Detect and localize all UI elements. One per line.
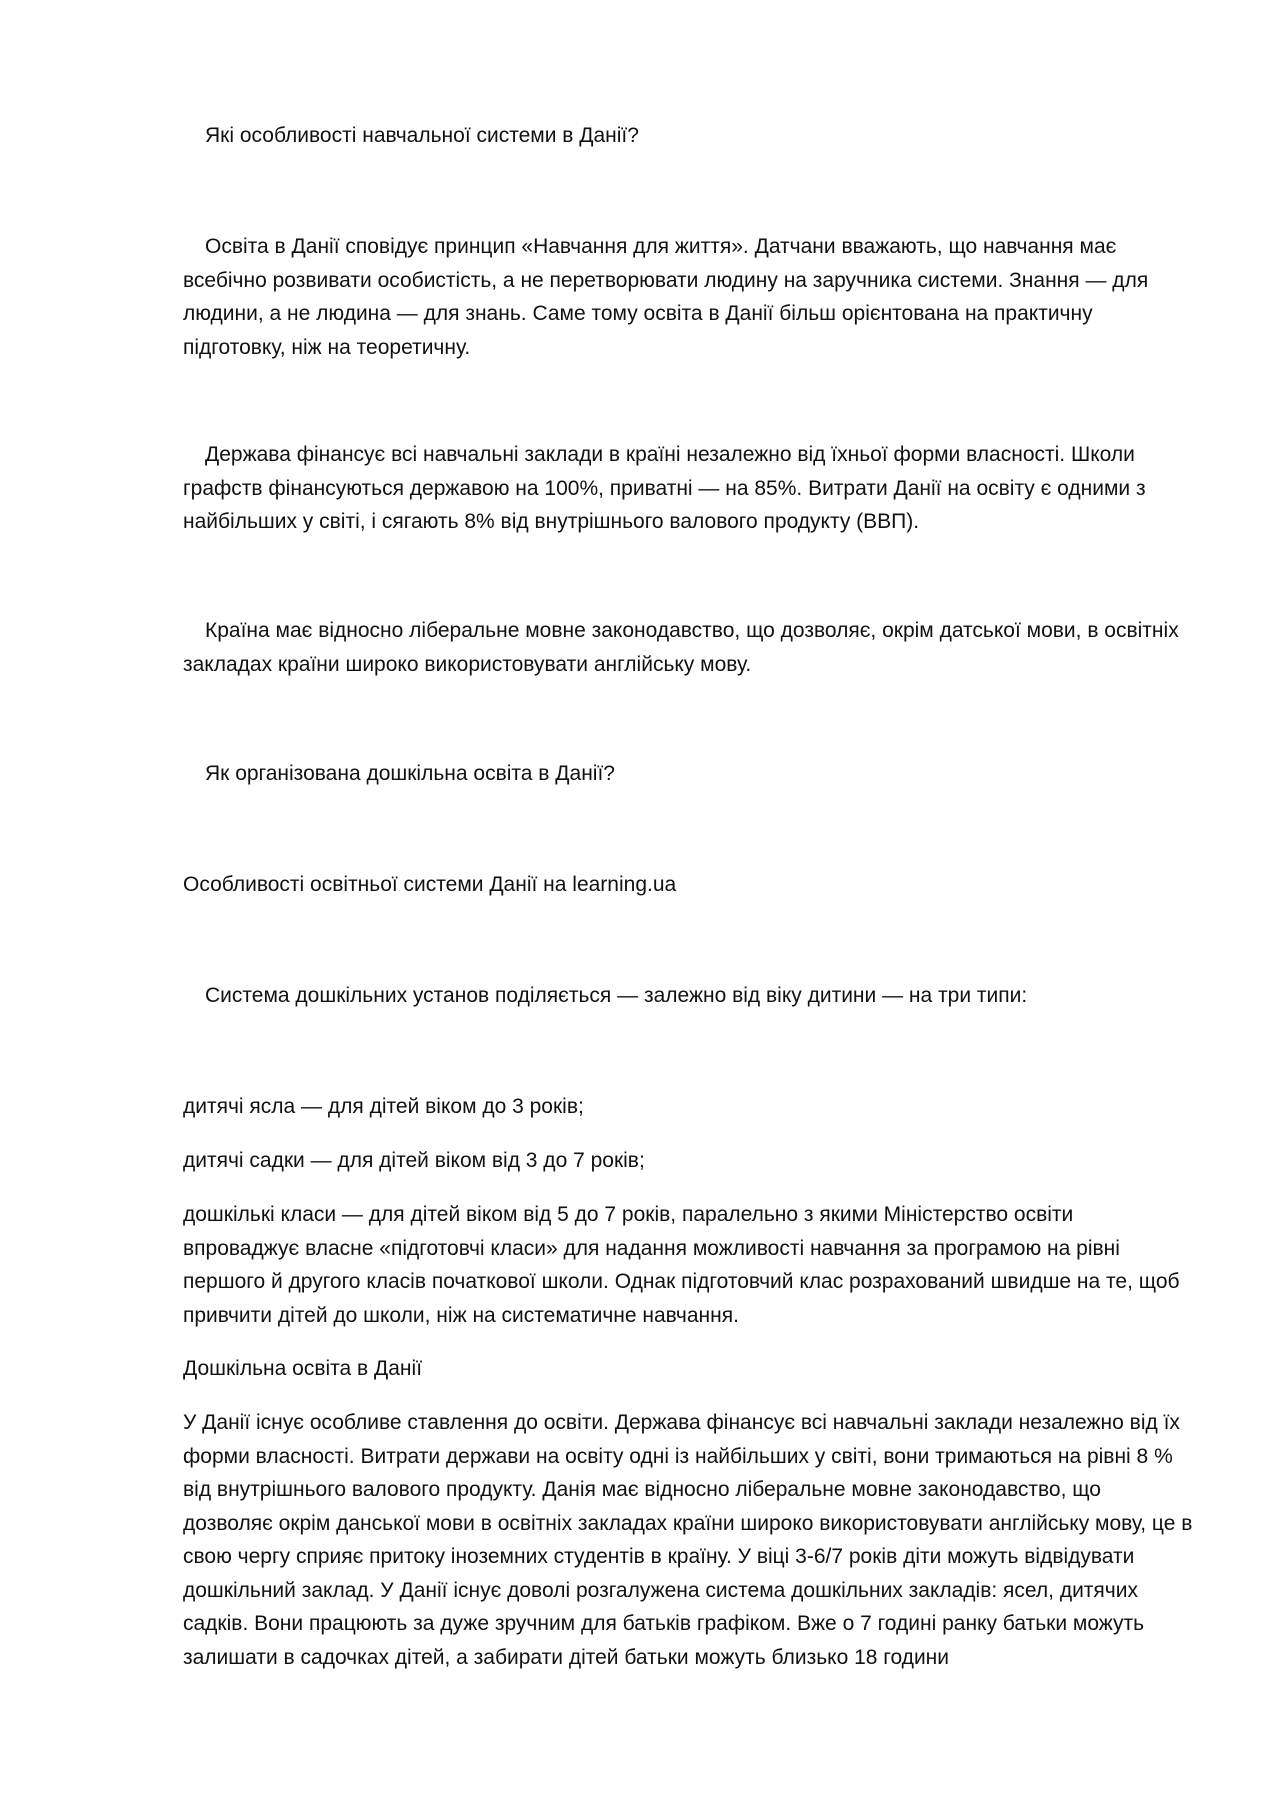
paragraph-language-legislation: Країна має відносно ліберальне мовне законодавство, що дозволяє, окрім датської мови, в освітніх закладах країни широко використовувати англійську мову. — [183, 619, 1179, 676]
section-heading-preschool-education: Дошкільна освіта в Данії — [183, 1357, 423, 1380]
list-item-preschool-classes: дошкількі класи — для дітей віком від 5 до 7 років, паралельно з якими Міністерство освіти впроваджує власне «підготовчі класи» для надання можливості навчання за програмою на рівні першого й другого класів початкової школи. Однак підготовчий клас розрахований швидше на те, щоб привчити дітей до школи, ніж на систематичне навчання. — [183, 1203, 1180, 1327]
question-heading-preschool: Як організована дошкільна освіта в Данії? — [205, 762, 615, 785]
list-item-nursery: дитячі ясла — для дітей віком до 3 років; — [183, 1095, 584, 1118]
paragraph-learning-for-life: Освіта в Данії сповідує принцип «Навчання для життя». Датчани вважають, що навчання має всебічно розвивати особистість, а не перетворювати людину на заручника системи. Знання — для людини, а не людина — для знань. Саме тому освіта в Данії більш орієнтована на практичну підготовку, ніж на теоретичну. — [183, 235, 1149, 359]
paragraph-preschool-education: У Данії існує особливе ставлення до освіти. Держава фінансує всі навчальні заклади незалежно від їх форми власності. Витрати держави на освіту одні із найбільших у світі, вони тримаються на рівні 8 % від внутрішнього валового продукту. Данія має відносно ліберальне мовне законодавство, що дозволяє окрім данської мови в освітніх закладах країни широко використовувати англійську мову, це в свою чергу сприяє притоку іноземних студентів в країну. У віці 3-6/7 років діти можуть відвідувати дошкільний заклад. У Данії існує доволі розгалужена система дошкільних закладів: ясел, дитячих садків. Вони працюють за дуже зручним для батьків графіком. Вже о 7 годині ранку батьки можуть залишати в садочках дітей, а забирати дітей батьки можуть близько 18 години — [183, 1411, 1193, 1669]
question-heading-education-system: Які особливості навчальної системи в Данії? — [205, 124, 639, 147]
list-item-kindergarten: дитячі садки — для дітей віком від 3 до 7 років; — [183, 1149, 645, 1172]
paragraph-state-funding: Держава фінансує всі навчальні заклади в країні незалежно від їхньої форми власності. Школи графств фінансуються державою на 100%, приватні — на 85%. Витрати Данії на освіту є одними з найбільших у світі, і сягають 8% від внутрішнього валового продукту (ВВП). — [183, 443, 1146, 533]
paragraph-preschool-types-intro: Система дошкільних установ поділяється — залежно від віку дитини — на три типи: — [205, 984, 1028, 1007]
caption-learning-ua: Особливості освітньої системи Данії на learning.ua — [183, 873, 677, 896]
